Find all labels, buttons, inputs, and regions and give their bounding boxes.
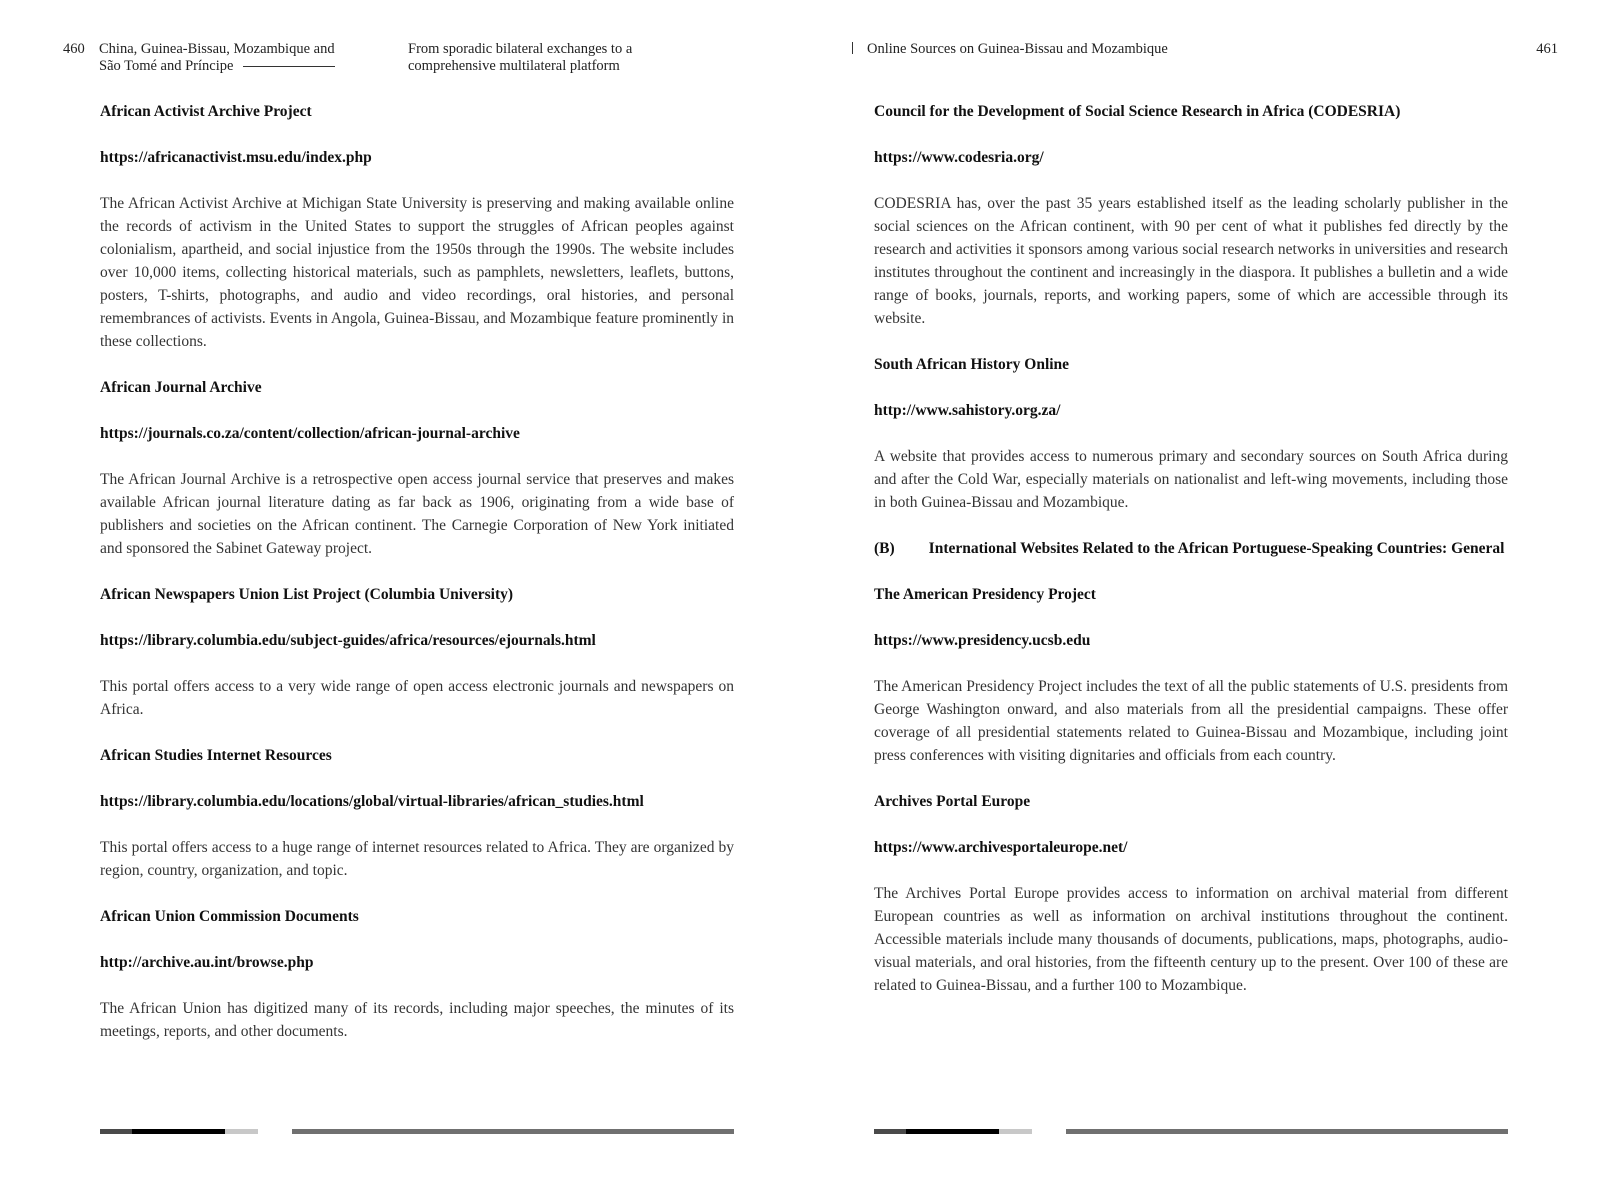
entry-url[interactable]: https://www.archivesportaleurope.net/ — [874, 839, 1128, 856]
right-page — [800, 0, 1600, 1200]
entry-url[interactable]: https://africanactivist.msu.edu/index.php — [100, 149, 372, 166]
resource-entry — [100, 905, 734, 1043]
running-head-chapter-title — [408, 41, 668, 75]
running-head-chapter-line2: comprehensive multilateral platform — [408, 58, 620, 74]
resource-entry — [874, 790, 1508, 997]
running-head-section-title — [852, 41, 1168, 58]
entry-url[interactable]: http://archive.au.int/browse.php — [100, 954, 314, 971]
entry-url[interactable]: https://www.codesria.org/ — [874, 149, 1044, 166]
page-number: 461 — [1536, 41, 1558, 57]
entry-description: The American Presidency Project includes the text of all the public statements of U.S. presidents from George Washington onward, and also materials from all the presidential campaigns. These offer coverage of all presidential statements related to Guinea-Bissau and Mozambique, including joint press conferences with visiting dignitaries and officials from each country. — [874, 678, 1508, 764]
running-head-book-line2: São Tomé and Príncipe — [99, 58, 234, 74]
entry-description: A website that provides access to numerous primary and secondary sources on South Africa during and after the Cold War, especially materials on nationalist and left-wing movements, including those in both Guinea-Bissau and Mozambique. — [874, 448, 1508, 511]
footer-decoration — [100, 1129, 734, 1134]
footer-bar-black — [906, 1129, 999, 1134]
footer-decoration — [874, 1129, 1508, 1134]
page-number: 460 — [63, 41, 85, 57]
section-heading — [874, 537, 1508, 560]
resource-entry — [100, 100, 734, 353]
entry-title: African Union Commission Documents — [100, 908, 359, 925]
footer-bar-grey — [1066, 1129, 1508, 1134]
section-title: International Websites Related to the African Portuguese-Speaking Countries: General — [928, 540, 1505, 557]
entry-title: African Journal Archive — [100, 379, 262, 396]
footer-bar-grey — [292, 1129, 734, 1134]
left-page-content — [100, 100, 734, 1066]
entry-description: The African Journal Archive is a retrospective open access journal service that preserves and makes available African journal literature dating as far back as 1906, originating from a wide base of publishers and societies on the African continent. The Carnegie Corporation of New York initiated and sponsored the Sabinet Gateway project. — [100, 471, 734, 557]
entry-title: Council for the Development of Social Science Research in Africa (CODESRIA) — [874, 103, 1401, 120]
running-head-chapter-line1: From sporadic bilateral exchanges to a — [408, 41, 633, 57]
running-head-book-line1: China, Guinea-Bissau, Mozambique and — [99, 41, 335, 57]
entry-description: The Archives Portal Europe provides access to information on archival material from different European countries as well as information on archival institutions throughout the continent. Accessible materials include many thousands of documents, publications, maps, photographs, audio-visual materials, and oral histories, from the fifteenth century up to the present. Over 100 of these are related to Guinea-Bissau, and a further 100 to Mozambique. — [874, 885, 1508, 994]
entry-description: The African Union has digitized many of its records, including major speeches, the minutes of its meetings, reports, and other documents. — [100, 1000, 734, 1040]
resource-entry — [100, 376, 734, 560]
entry-url[interactable]: https://library.columbia.edu/locations/global/virtual-libraries/african_studies.html — [100, 793, 644, 810]
resource-entry — [874, 100, 1508, 330]
entry-url[interactable]: https://journals.co.za/content/collection/african-journal-archive — [100, 425, 520, 442]
entry-title: African Newspapers Union List Project (Columbia University) — [100, 586, 514, 603]
entry-description: This portal offers access to a huge range of internet resources related to Africa. They are organized by region, country, organization, and topic. — [100, 839, 734, 879]
running-head-section-text: Online Sources on Guinea-Bissau and Mozambique — [867, 41, 1168, 57]
running-head-rule — [243, 66, 335, 67]
footer-bar-black — [132, 1129, 225, 1134]
resource-entry — [100, 583, 734, 721]
resource-entry — [874, 583, 1508, 767]
entry-url[interactable]: http://www.sahistory.org.za/ — [874, 402, 1061, 419]
footer-bar-light — [999, 1129, 1032, 1134]
entry-title: African Activist Archive Project — [100, 103, 312, 120]
running-head-divider — [852, 42, 853, 54]
entry-title: Archives Portal Europe — [874, 793, 1031, 810]
entry-title: South African History Online — [874, 356, 1070, 373]
entry-url[interactable]: https://library.columbia.edu/subject-guides/africa/resources/ejournals.html — [100, 632, 596, 649]
entry-description: The African Activist Archive at Michigan State University is preserving and making available online the records of activism in the United States to support the struggles of African peoples against colonialism, apartheid, and social injustice from the 1950s through the 1990s. The website includes over 10,000 items, collecting historical materials, such as pamphlets, newsletters, leaflets, buttons, posters, T-shirts, photographs, and audio and video recordings, oral histories, and personal remembrances of activists. Events in Angola, Guinea-Bissau, and Mozambique feature prominently in these collections. — [100, 195, 734, 350]
section-label: (B) — [874, 540, 895, 557]
footer-bar-dark — [100, 1129, 132, 1134]
resource-entry — [100, 744, 734, 882]
footer-bar-dark — [874, 1129, 906, 1134]
entry-title: The American Presidency Project — [874, 586, 1096, 603]
right-page-content — [874, 100, 1508, 1020]
entry-url[interactable]: https://www.presidency.ucsb.edu — [874, 632, 1091, 649]
footer-bar-light — [225, 1129, 258, 1134]
entry-description: This portal offers access to a very wide range of open access electronic journals and newspapers on Africa. — [100, 678, 734, 718]
resource-entry — [874, 353, 1508, 514]
entry-title: African Studies Internet Resources — [100, 747, 332, 764]
running-head-book-title — [99, 41, 359, 75]
entry-description: CODESRIA has, over the past 35 years established itself as the leading scholarly publisher in the social sciences on the African continent, with 90 per cent of what it publishes fed directly by the research and activities it sponsors among various social research networks in universities and research institutes throughout the continent and increasingly in the diaspora. It publishes a bulletin and a wide range of books, journals, reports, and working papers, some of which are accessible through its website. — [874, 195, 1508, 327]
